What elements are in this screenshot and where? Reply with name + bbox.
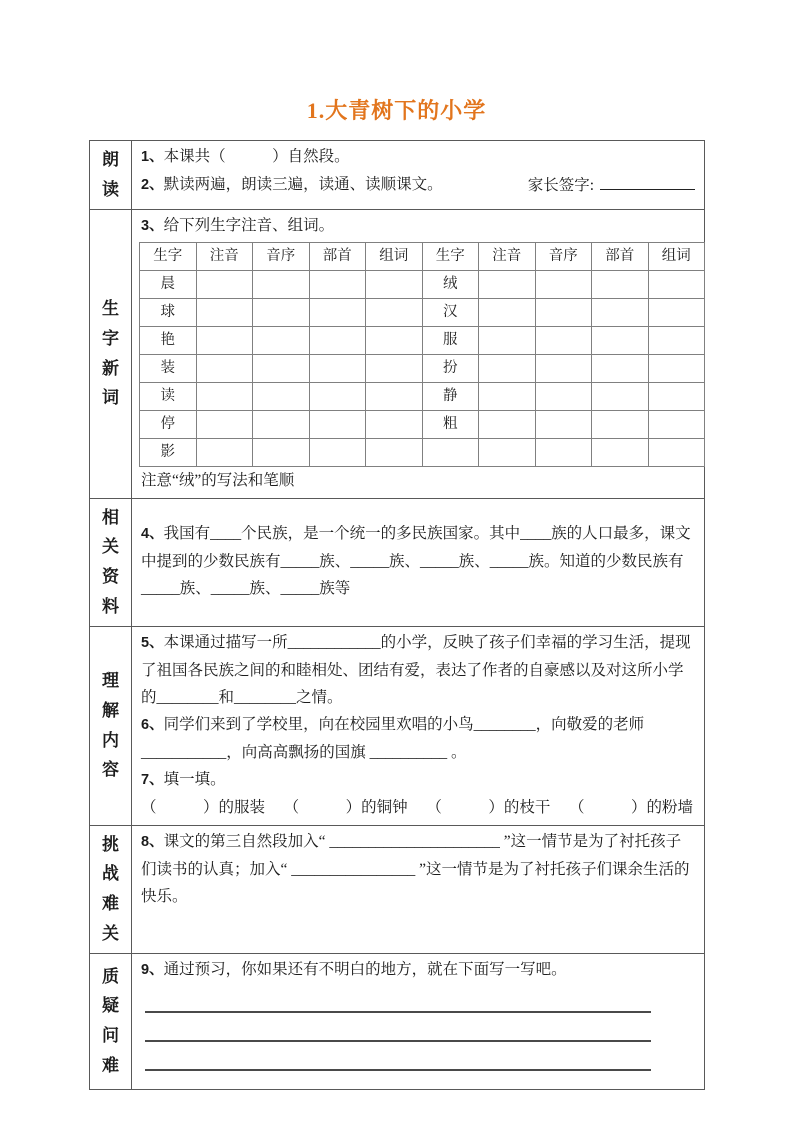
hanzi-empty-cell (309, 354, 366, 382)
question-3-text: 给下列生字注音、组词。 (163, 216, 335, 234)
hanzi-empty-cell (366, 326, 423, 354)
hanzi-empty-cell (196, 354, 253, 382)
question-9-number: 9、 (141, 961, 164, 978)
hanzi-empty-cell (309, 326, 366, 354)
question-9 (141, 956, 695, 984)
question-5-text: 本课通过描写一所____________的小学，反映了孩子们幸福的学习生活，提现了祖国各民族之间的和睦相处、团结有爱，表达了作者的自豪感以及对这所小学的________和________之情。 (141, 633, 691, 706)
hanzi-character-cell: 绒 (422, 270, 479, 298)
hanzi-character-cell: 晨 (140, 270, 197, 298)
section-row-tiaozhan (90, 826, 704, 954)
hanzi-empty-cell (648, 326, 705, 354)
fill-item-bell: （ ）的铜钟 (283, 798, 408, 816)
hanzi-character-cell: 扮 (422, 354, 479, 382)
hanzi-empty-cell (196, 298, 253, 326)
hanzi-table-header-cell: 组词 (648, 242, 705, 270)
hanzi-empty-cell (479, 382, 536, 410)
hanzi-character-cell: 静 (422, 382, 479, 410)
hanzi-table-header-cell: 组词 (366, 242, 423, 270)
question-7-text: 填一填。 (163, 770, 226, 788)
question-8-text: 课文的第三自然段加入“ ______________________ ”这一情节是为了衬托孩子们读书的认真；加入“ ________________ ”这一情节是为了衬托孩子们课余生活的快乐。 (141, 832, 690, 905)
section-row-lijie (90, 627, 704, 826)
question-5 (141, 629, 695, 711)
hanzi-empty-cell (479, 298, 536, 326)
section-content-lijie (132, 627, 704, 825)
hanzi-table-row (140, 410, 705, 438)
hanzi-empty-cell (196, 410, 253, 438)
question-2-text: 默读两遍，朗读三遍，读通、读顺课文。 (163, 176, 443, 193)
stroke-note: 注意“绒”的写法和笔顺 (141, 471, 295, 489)
hanzi-empty-cell (253, 270, 310, 298)
hanzi-table-row (140, 354, 705, 382)
hanzi-empty-cell (309, 270, 366, 298)
hanzi-table-header-cell: 生字 (422, 242, 479, 270)
question-2-number: 2、 (141, 177, 164, 193)
question-2-line (141, 171, 695, 199)
question-7 (141, 766, 695, 794)
hanzi-empty-cell (196, 438, 253, 466)
hanzi-empty-cell (479, 270, 536, 298)
question-3-number: 3、 (141, 217, 164, 234)
question-1 (141, 143, 695, 171)
hanzi-character-cell: 粗 (422, 410, 479, 438)
question-1-number: 1、 (141, 149, 164, 165)
hanzi-empty-cell (479, 438, 536, 466)
hanzi-empty-cell (309, 410, 366, 438)
hanzi-empty-cell (535, 382, 592, 410)
section-row-zhiyi (90, 954, 704, 1089)
hanzi-table-header-row (140, 242, 705, 270)
hanzi-table-header-cell: 音序 (253, 242, 310, 270)
hanzi-empty-cell (366, 354, 423, 382)
question-7-number: 7、 (141, 771, 164, 788)
question-6 (141, 711, 695, 766)
question-6-text: 同学们来到了学校里，向在校园里欢唱的小鸟________，向敬爱的老师___________，向高高飘扬的国旗 __________ 。 (141, 715, 645, 761)
hanzi-empty-cell (479, 354, 536, 382)
section-content-shengzi (132, 210, 714, 498)
hanzi-empty-cell (535, 270, 592, 298)
question-1-text: 本课共（ ）自然段。 (163, 148, 350, 165)
hanzi-empty-cell (366, 270, 423, 298)
hanzi-character-cell: 读 (140, 382, 197, 410)
hanzi-empty-cell (479, 326, 536, 354)
section-label-shengzi: 生字新词 (90, 210, 132, 498)
question-2 (141, 171, 443, 199)
hanzi-empty-cell (648, 438, 705, 466)
section-label-xiangguan: 相关资料 (90, 499, 132, 626)
answer-writing-line (145, 1042, 651, 1071)
fill-item-branches: （ ）的枝干 (426, 798, 551, 816)
hanzi-empty-cell (592, 354, 649, 382)
hanzi-character-cell: 停 (140, 410, 197, 438)
parent-signature-label: 家长签字: (527, 177, 594, 194)
hanzi-empty-cell (253, 410, 310, 438)
hanzi-character-cell: 影 (140, 438, 197, 466)
hanzi-table-header-cell: 注音 (196, 242, 253, 270)
fill-item-wall: （ ）的粉墙 (568, 798, 693, 816)
hanzi-empty-cell (479, 410, 536, 438)
hanzi-character-cell: 艳 (140, 326, 197, 354)
hanzi-empty-cell (366, 438, 423, 466)
hanzi-empty-cell (592, 326, 649, 354)
hanzi-empty-cell (592, 270, 649, 298)
hanzi-empty-cell (648, 382, 705, 410)
worksheet-table (89, 140, 705, 1090)
hanzi-empty-cell (309, 438, 366, 466)
hanzi-character-cell: 装 (140, 354, 197, 382)
section-row-langdu (90, 141, 704, 210)
question-6-number: 6、 (141, 716, 164, 733)
hanzi-empty-cell (535, 438, 592, 466)
section-content-tiaozhan (132, 826, 704, 953)
hanzi-empty-cell (592, 438, 649, 466)
hanzi-empty-cell (366, 298, 423, 326)
section-content-zhiyi (132, 954, 704, 1089)
hanzi-empty-cell (309, 298, 366, 326)
hanzi-character-cell: 服 (422, 326, 479, 354)
parent-signature-blank (600, 175, 695, 190)
hanzi-character-cell: 汉 (422, 298, 479, 326)
page-title: 1.大青树下的小学 (306, 98, 487, 123)
hanzi-table-header-cell: 生字 (140, 242, 197, 270)
answer-writing-line (145, 1013, 651, 1042)
hanzi-empty-cell (366, 410, 423, 438)
fill-item-clothes: （ ）的服装 (141, 798, 266, 816)
hanzi-empty-cell (196, 326, 253, 354)
section-label-langdu: 朗读 (90, 141, 132, 209)
hanzi-character-cell: 球 (140, 298, 197, 326)
hanzi-empty-cell (592, 298, 649, 326)
hanzi-empty-cell (648, 354, 705, 382)
hanzi-table (139, 242, 705, 467)
hanzi-empty-cell (648, 410, 705, 438)
hanzi-empty-cell (253, 382, 310, 410)
hanzi-table-header-cell: 部首 (309, 242, 366, 270)
hanzi-table-header-cell: 注音 (479, 242, 536, 270)
section-label-lijie: 理解内容 (90, 627, 132, 825)
hanzi-empty-cell (592, 382, 649, 410)
hanzi-empty-cell (422, 438, 479, 466)
hanzi-table-row (140, 382, 705, 410)
answer-writing-line (145, 984, 651, 1013)
hanzi-empty-cell (253, 326, 310, 354)
hanzi-table-row (140, 326, 705, 354)
hanzi-table-row (140, 270, 705, 298)
hanzi-empty-cell (648, 298, 705, 326)
answer-lines (141, 984, 695, 1071)
hanzi-empty-cell (535, 326, 592, 354)
hanzi-table-row (140, 298, 705, 326)
hanzi-empty-cell (253, 438, 310, 466)
hanzi-empty-cell (535, 298, 592, 326)
hanzi-empty-cell (309, 382, 366, 410)
question-3 (141, 212, 705, 240)
hanzi-empty-cell (253, 354, 310, 382)
section-label-tiaozhan: 挑战难关 (90, 826, 132, 953)
question-9-text: 通过预习，你如果还有不明白的地方，就在下面写一写吧。 (163, 960, 567, 978)
question-8 (141, 828, 695, 910)
hanzi-table-header-cell: 部首 (592, 242, 649, 270)
question-5-number: 5、 (141, 634, 164, 651)
question-8-number: 8、 (141, 833, 164, 850)
section-content-xiangguan (132, 499, 704, 626)
hanzi-empty-cell (535, 410, 592, 438)
question-4 (141, 520, 695, 602)
hanzi-empty-cell (535, 354, 592, 382)
hanzi-empty-cell (366, 382, 423, 410)
hanzi-empty-cell (253, 298, 310, 326)
hanzi-empty-cell (592, 410, 649, 438)
question-7-fills (141, 794, 695, 821)
hanzi-table-header-cell: 音序 (535, 242, 592, 270)
hanzi-table-body (140, 270, 705, 466)
hanzi-empty-cell (196, 382, 253, 410)
section-content-langdu (132, 141, 704, 209)
section-row-xiangguan (90, 499, 704, 627)
question-4-text: 我国有____个民族，是一个统一的多民族国家。其中____族的人口最多，课文中提到的少数民族有_____族、_____族、_____族、_____族。知道的少数民族有_____族、_____族、_____族等 (141, 525, 691, 597)
parent-signature (528, 172, 695, 199)
hanzi-empty-cell (196, 270, 253, 298)
question-4-number: 4、 (141, 526, 164, 542)
section-label-zhiyi: 质疑问难 (90, 954, 132, 1089)
hanzi-empty-cell (648, 270, 705, 298)
hanzi-table-row (140, 438, 705, 466)
section-row-shengzi (90, 210, 704, 499)
